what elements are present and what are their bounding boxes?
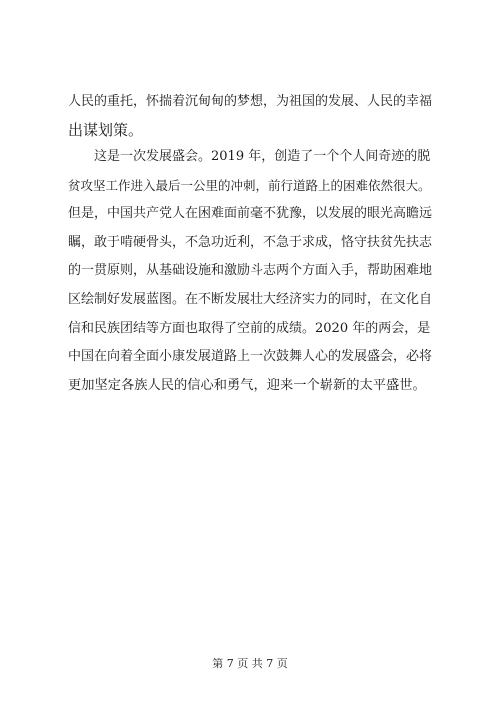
- text-line: 瞩，敢于啃硬骨头，不急功近利，不急于求成，恪守扶贫先扶志: [68, 235, 433, 250]
- text-line: 的一贯原则，从基础设施和激励斗志两个方面入手，帮助困难地: [68, 263, 433, 278]
- text-line: 贫攻坚工作进入最后一公里的冲刺，前行道路上的困难依然很大。: [68, 178, 431, 193]
- text-line: 人民的重托，怀揣着沉甸甸的梦想，为祖国的发展、人民的幸福: [68, 94, 433, 109]
- text-line: 中国在向着全面小康发展道路上一次鼓舞人心的发展盛会，必将: [68, 349, 433, 364]
- page-footer: 第 7 页 共 7 页: [212, 657, 288, 670]
- text-line: 信和民族团结等方面也取得了空前的成绩。2020 年的两会，是: [68, 321, 431, 336]
- text-line: 区绘制好发展蓝图。在不断发展壮大经济实力的同时，在文化自: [68, 292, 433, 307]
- text-line: 出谋划策。: [68, 121, 144, 139]
- text-line: 但是，中国共产党人在困难面前毫不犹豫，以发展的眼光高瞻远: [68, 206, 433, 221]
- text-line: 这是一次发展盛会。2019 年，创造了一个个人间奇迹的脱: [68, 149, 431, 164]
- text-line: 更加坚定各族人民的信心和勇气，迎来一个崭新的太平盛世。: [68, 378, 426, 393]
